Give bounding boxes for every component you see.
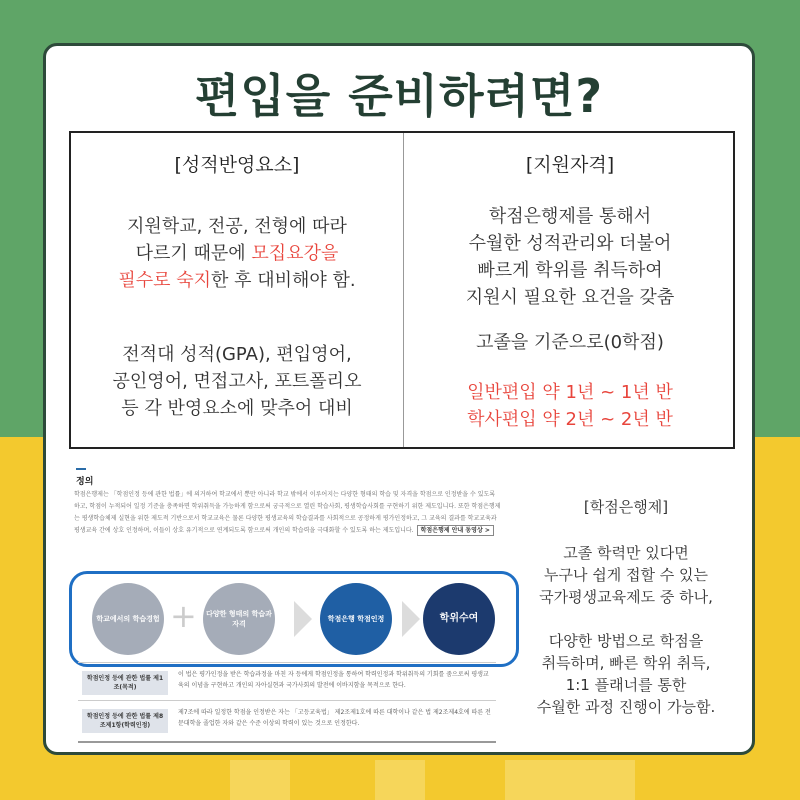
eligibility-heading: [지원자격] (525, 154, 615, 176)
credit-bank-info (516, 496, 736, 718)
scoring-factors-column (71, 133, 403, 447)
page-title: 편입을 준비하려면? (194, 69, 604, 123)
requirements-table (69, 131, 735, 449)
video-guide-button[interactable]: 학점은행제 안내 동영상 > (417, 525, 494, 536)
law-text: 이 법은 평가인정을 받은 학습과정을 마친 자 등에게 학점인정을 통하여 학력인정과 학위취득의 기회를 줌으로써 평생교육의 이념을 구현하고 개인의 자아실현과 국가사회의 발전에 이바지함을 목적으로 한다. (178, 671, 489, 689)
plus-icon: + (170, 597, 197, 635)
scoring-factors-para1: 지원학교, 전공, 전형에 따라 다르기 때문에 모집요강을 필수로 숙지한 후 대비해야 함. (118, 216, 356, 291)
flow-step-degree: 학위수여 (423, 583, 495, 655)
flow-step-credit-recognition: 학점은행 학점인정 (320, 583, 392, 655)
definition-heading: 정의 (76, 477, 94, 487)
law-label: 학점인정 등에 관한 법률 제8조제1항(학력인정) (82, 709, 168, 733)
definition-text: 학점은행제는 「학점인정 등에 관한 법률」에 의거하여 학교에서 뿐만 아니라 학교 밖에서 이루어지는 다양한 형태의 학습 및 자격을 학점으로 인정받을 수 있도록 하고, 학점이 누적되어 일정 기준을 충족하면 학위취득을 가능하게 함으로써 궁극적으로 열린 학습사회, 평생학습사회를 구현하기 위한 제도입니다. 또한 학점은행제는 평생학습체제 실현을 위한 제도적 기반으로서 학교교육은 물론 다양한 평생교육의 학습결과를 사회적으로 공정하게 평가인정하고, 그 교육의 결과를 학교교육과 평생교육 간에 상호 인정하며, 이들이 상호 유기적으로 연계되도록 함으로써 개인의 학습력을 극대화할 수 있도록 하는 제도입니다. 학점은행제 안내 동영상 > (74, 491, 501, 534)
credit-bank-text: 고졸 학력만 있다면 누구나 쉽게 접할 수 있는 국가평생교육제도 중 하나, 다양한 방법으로 학점을 취득하며, 빠른 학위 취득, 1:1 플래너를 통한 수월한 과정 진행이 가능함. (536, 544, 716, 716)
arrow-right-icon (294, 601, 312, 637)
arrow-right-icon (402, 601, 420, 637)
content-card (43, 43, 755, 755)
heading-accent (76, 468, 86, 470)
eligibility-column (404, 133, 736, 447)
scoring-factors-para2: 전적대 성적(GPA), 편입영어, 공인영어, 면접고사, 포트폴리오 등 각 반영요소에 맞추어 대비 (112, 344, 362, 419)
law-row (78, 700, 496, 743)
law-row (78, 662, 496, 699)
eligibility-para1: 학점은행제를 통해서 수월한 성적관리와 더불어 빠르게 학위를 취득하여 지원시 필요한 요건을 갖춤 (465, 206, 675, 308)
process-flow (69, 571, 519, 667)
background-stripe (375, 760, 425, 800)
background-stripe (230, 760, 290, 800)
law-text: 제7조에 따라 일정한 학점을 인정받은 자는 「고등교육법」 제2조제1호에 따른 대학이나 같은 법 제2조제4호에 따른 전문대학을 졸업한 자와 같은 수준 이상의 학력이 있는 것으로 인정한다. (178, 709, 491, 727)
flow-step-various-learning: 다양한 형태의 학습과 자격 (203, 583, 275, 655)
credit-bank-heading: [학점은행제] (583, 498, 669, 516)
scoring-factors-heading: [성적반영요소] (174, 154, 300, 176)
eligibility-para2: 고졸을 기준으로(0학점) (476, 332, 664, 353)
flow-step-school-learning: 학교에서의 학습경험 (92, 583, 164, 655)
eligibility-durations: 일반편입 약 1년 ~ 1년 반 학사편입 약 2년 ~ 2년 반 (467, 382, 673, 430)
background-stripe (505, 760, 635, 800)
law-label: 학점인정 등에 관한 법률 제1조(목적) (82, 671, 168, 695)
